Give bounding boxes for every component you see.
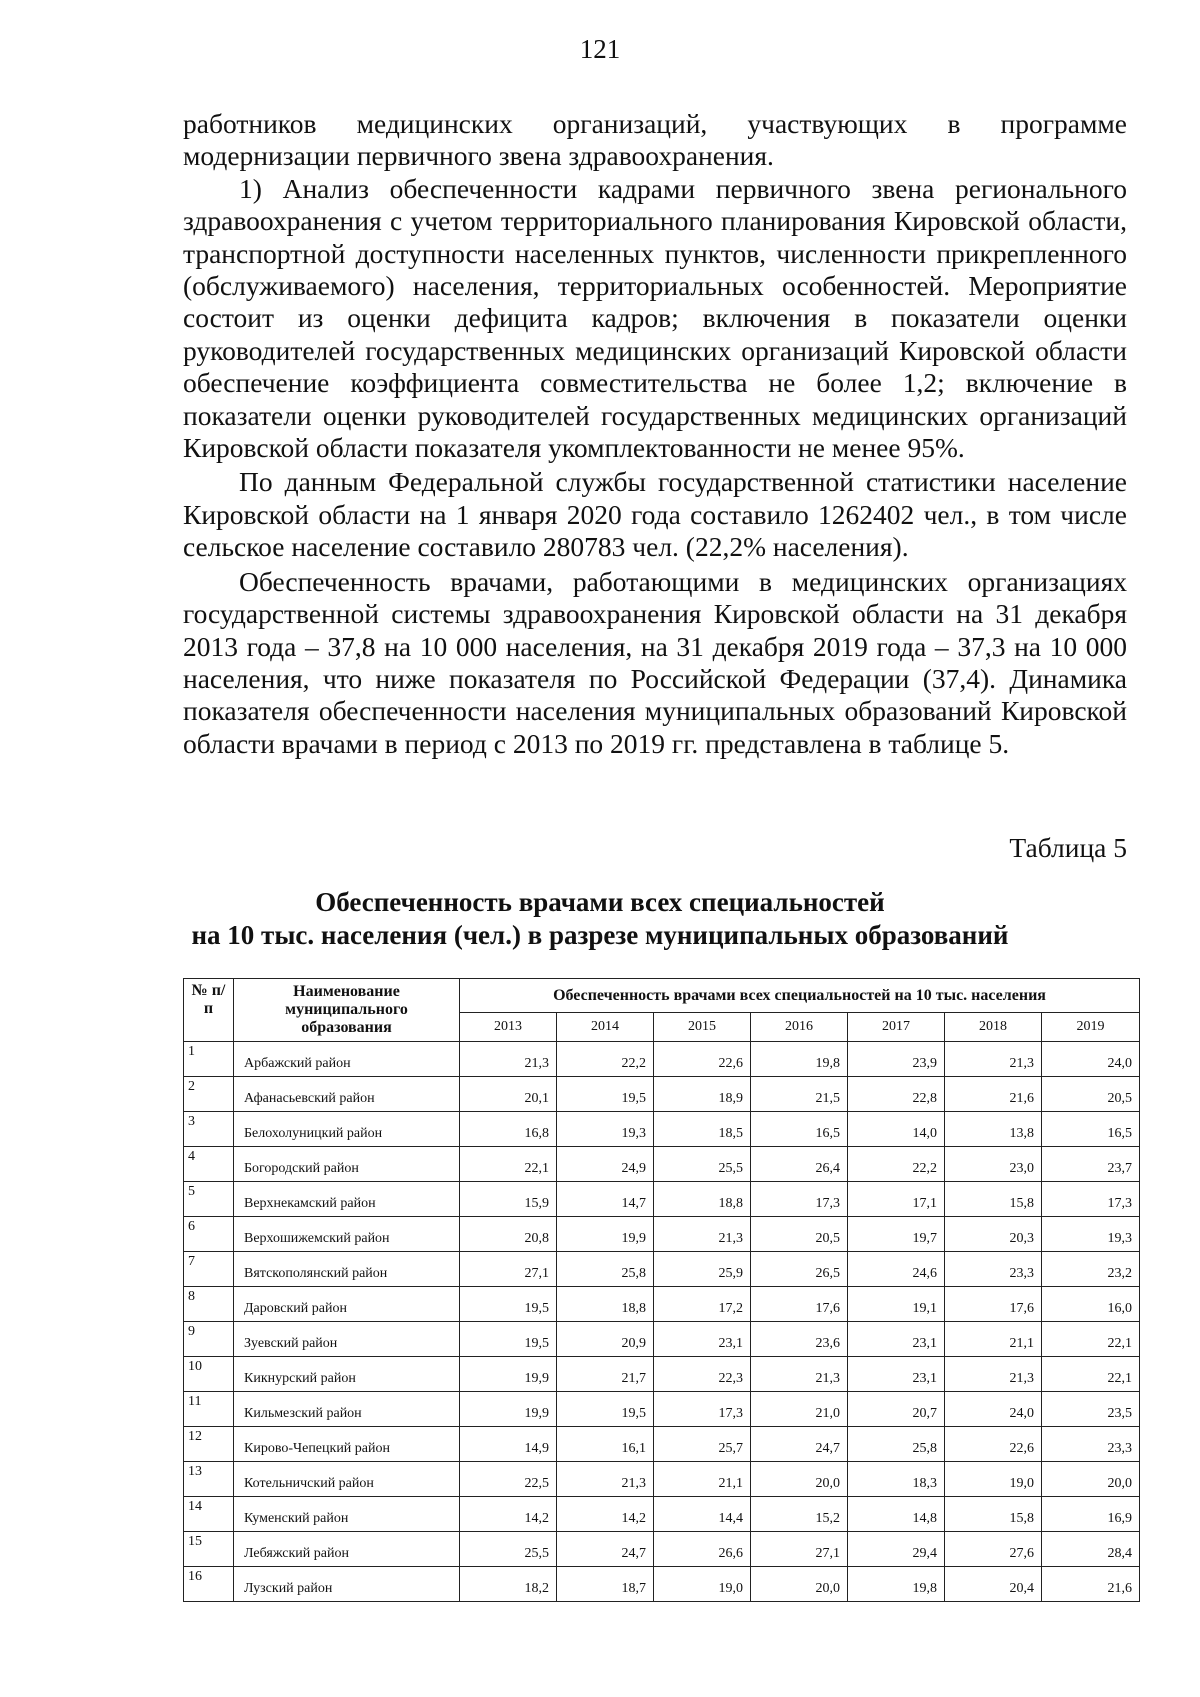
row-number: 15	[184, 1532, 234, 1567]
value-cell: 14,2	[460, 1497, 557, 1532]
value-cell: 19,5	[557, 1392, 654, 1427]
value-cell: 16,0	[1042, 1287, 1140, 1322]
row-number: 5	[184, 1182, 234, 1217]
value-cell: 15,8	[945, 1497, 1042, 1532]
value-cell: 20,1	[460, 1077, 557, 1112]
value-cell: 20,3	[945, 1217, 1042, 1252]
table-row	[184, 1042, 1140, 1077]
row-number: 6	[184, 1217, 234, 1252]
value-cell: 19,5	[460, 1287, 557, 1322]
value-cell: 20,5	[1042, 1077, 1140, 1112]
value-cell: 25,8	[557, 1252, 654, 1287]
municipality-name: Кикнурский район	[234, 1357, 460, 1392]
value-cell: 22,8	[848, 1077, 945, 1112]
value-cell: 19,5	[557, 1077, 654, 1112]
value-cell: 20,7	[848, 1392, 945, 1427]
value-cell: 19,7	[848, 1217, 945, 1252]
row-number: 11	[184, 1392, 234, 1427]
header-year: 2013	[460, 1013, 557, 1042]
value-cell: 22,6	[654, 1042, 751, 1077]
value-cell: 14,8	[848, 1497, 945, 1532]
data-table	[183, 978, 1140, 1602]
value-cell: 24,7	[751, 1427, 848, 1462]
value-cell: 23,9	[848, 1042, 945, 1077]
value-cell: 19,9	[460, 1357, 557, 1392]
value-cell: 16,5	[751, 1112, 848, 1147]
value-cell: 22,6	[945, 1427, 1042, 1462]
municipality-name: Богородский район	[234, 1147, 460, 1182]
header-year: 2015	[654, 1013, 751, 1042]
value-cell: 14,4	[654, 1497, 751, 1532]
value-cell: 25,9	[654, 1252, 751, 1287]
table-title	[0, 886, 1200, 952]
value-cell: 21,3	[945, 1042, 1042, 1077]
table-row	[184, 1322, 1140, 1357]
value-cell: 20,8	[460, 1217, 557, 1252]
value-cell: 17,6	[751, 1287, 848, 1322]
value-cell: 19,8	[848, 1567, 945, 1602]
value-cell: 27,6	[945, 1532, 1042, 1567]
municipality-name: Лебяжский район	[234, 1532, 460, 1567]
table-row	[184, 1392, 1140, 1427]
paragraph-4: Обеспеченность врачами, работающими в медицинских организациях государственной системы здравоохранения Кировской области на 31 декабря 2013 года – 37,8 на 10 000 населения, на 31 декабря 2019 года – 37,3 на 10 000 населения, что ниже показателя по Российской Федерации (37,4). Динамика показателя обеспеченности населения муниципальных образований Кировской области врачами в период с 2013 по 2019 гг. представлена в таблице 5.	[183, 565, 1127, 759]
value-cell: 18,9	[654, 1077, 751, 1112]
value-cell: 25,5	[654, 1147, 751, 1182]
value-cell: 23,1	[654, 1322, 751, 1357]
value-cell: 21,6	[1042, 1567, 1140, 1602]
table-row	[184, 1287, 1140, 1322]
value-cell: 14,2	[557, 1497, 654, 1532]
value-cell: 17,3	[1042, 1182, 1140, 1217]
table-row	[184, 1357, 1140, 1392]
row-number: 9	[184, 1322, 234, 1357]
municipality-name: Арбажский район	[234, 1042, 460, 1077]
table-row	[184, 1217, 1140, 1252]
value-cell: 15,9	[460, 1182, 557, 1217]
value-cell: 24,9	[557, 1147, 654, 1182]
value-cell: 21,1	[654, 1462, 751, 1497]
value-cell: 16,8	[460, 1112, 557, 1147]
value-cell: 23,5	[1042, 1392, 1140, 1427]
value-cell: 24,0	[945, 1392, 1042, 1427]
row-number: 4	[184, 1147, 234, 1182]
value-cell: 15,8	[945, 1182, 1042, 1217]
value-cell: 14,9	[460, 1427, 557, 1462]
header-year: 2017	[848, 1013, 945, 1042]
page-number: 121	[579, 34, 621, 64]
value-cell: 18,7	[557, 1567, 654, 1602]
value-cell: 21,3	[557, 1462, 654, 1497]
table-row	[184, 1252, 1140, 1287]
value-cell: 22,2	[557, 1042, 654, 1077]
value-cell: 24,0	[1042, 1042, 1140, 1077]
data-table-container	[183, 978, 1139, 1602]
value-cell: 14,0	[848, 1112, 945, 1147]
header-year: 2018	[945, 1013, 1042, 1042]
municipality-name: Кирово-Чепецкий район	[234, 1427, 460, 1462]
value-cell: 27,1	[460, 1252, 557, 1287]
value-cell: 18,5	[654, 1112, 751, 1147]
table-row	[184, 1112, 1140, 1147]
value-cell: 23,0	[945, 1147, 1042, 1182]
value-cell: 27,1	[751, 1532, 848, 1567]
value-cell: 20,0	[751, 1567, 848, 1602]
table-body	[184, 1042, 1140, 1602]
value-cell: 21,1	[945, 1322, 1042, 1357]
value-cell: 25,8	[848, 1427, 945, 1462]
row-number: 3	[184, 1112, 234, 1147]
row-number: 1	[184, 1042, 234, 1077]
table-title-line-1: Обеспеченность врачами всех специальностей	[315, 887, 885, 917]
value-cell: 22,1	[1042, 1322, 1140, 1357]
value-cell: 21,3	[751, 1357, 848, 1392]
municipality-name: Верхнекамский район	[234, 1182, 460, 1217]
municipality-name: Афанасьевский район	[234, 1077, 460, 1112]
value-cell: 21,3	[654, 1217, 751, 1252]
row-number: 10	[184, 1357, 234, 1392]
municipality-name: Куменский район	[234, 1497, 460, 1532]
value-cell: 22,1	[460, 1147, 557, 1182]
header-year: 2016	[751, 1013, 848, 1042]
body-text	[183, 108, 1127, 760]
value-cell: 13,8	[945, 1112, 1042, 1147]
value-cell: 16,1	[557, 1427, 654, 1462]
value-cell: 19,9	[557, 1217, 654, 1252]
municipality-name: Зуевский район	[234, 1322, 460, 1357]
row-number: 14	[184, 1497, 234, 1532]
paragraph-2: 1) Анализ обеспеченности кадрами первичного звена регионального здравоохранения с учетом территориального планирования Кировской области, транспортной доступности населенных пунктов, численности прикрепленного (обслуживаемого) населения, территориальных особенностей. Мероприятие состоит из оценки дефицита кадров; включения в показатели оценки руководителей государственных медицинских организаций Кировской области обеспечение коэффициента совместительства не более 1,2; включение в показатели оценки руководителей государственных медицинских организаций Кировской области показателя укомплектованности не менее 95%.	[183, 172, 1127, 464]
value-cell: 19,5	[460, 1322, 557, 1357]
value-cell: 26,6	[654, 1532, 751, 1567]
value-cell: 19,9	[460, 1392, 557, 1427]
value-cell: 23,6	[751, 1322, 848, 1357]
table-row	[184, 1462, 1140, 1497]
value-cell: 22,2	[848, 1147, 945, 1182]
value-cell: 16,5	[1042, 1112, 1140, 1147]
row-number: 2	[184, 1077, 234, 1112]
header-num: № п/п	[184, 979, 234, 1042]
value-cell: 28,4	[1042, 1532, 1140, 1567]
value-cell: 23,1	[848, 1322, 945, 1357]
value-cell: 23,2	[1042, 1252, 1140, 1287]
table-row	[184, 1497, 1140, 1532]
header-year: 2019	[1042, 1013, 1140, 1042]
municipality-name: Даровский район	[234, 1287, 460, 1322]
value-cell: 23,3	[945, 1252, 1042, 1287]
paragraph-1: работников медицинских организаций, участвующих в программе модернизации первичного звена здравоохранения.	[183, 108, 1127, 172]
table-header-row	[184, 979, 1140, 1013]
row-number: 16	[184, 1567, 234, 1602]
municipality-name: Котельничский район	[234, 1462, 460, 1497]
value-cell: 21,7	[557, 1357, 654, 1392]
value-cell: 21,0	[751, 1392, 848, 1427]
value-cell: 17,3	[654, 1392, 751, 1427]
value-cell: 20,9	[557, 1322, 654, 1357]
table-row	[184, 1147, 1140, 1182]
value-cell: 21,3	[460, 1042, 557, 1077]
value-cell: 19,1	[848, 1287, 945, 1322]
value-cell: 26,5	[751, 1252, 848, 1287]
value-cell: 22,5	[460, 1462, 557, 1497]
value-cell: 20,4	[945, 1567, 1042, 1602]
value-cell: 21,5	[751, 1077, 848, 1112]
table-title-line-2: на 10 тыс. населения (чел.) в разрезе муниципальных образований	[191, 920, 1009, 950]
value-cell: 18,3	[848, 1462, 945, 1497]
table-row	[184, 1427, 1140, 1462]
value-cell: 18,8	[654, 1182, 751, 1217]
value-cell: 18,2	[460, 1567, 557, 1602]
value-cell: 24,7	[557, 1532, 654, 1567]
value-cell: 21,6	[945, 1077, 1042, 1112]
value-cell: 16,9	[1042, 1497, 1140, 1532]
municipality-name: Кильмезский район	[234, 1392, 460, 1427]
municipality-name: Лузский район	[234, 1567, 460, 1602]
value-cell: 17,1	[848, 1182, 945, 1217]
table-row	[184, 1182, 1140, 1217]
value-cell: 23,3	[1042, 1427, 1140, 1462]
value-cell: 14,7	[557, 1182, 654, 1217]
value-cell: 17,2	[654, 1287, 751, 1322]
value-cell: 21,3	[945, 1357, 1042, 1392]
value-cell: 22,3	[654, 1357, 751, 1392]
value-cell: 20,5	[751, 1217, 848, 1252]
municipality-name: Вятскополянский район	[234, 1252, 460, 1287]
value-cell: 15,2	[751, 1497, 848, 1532]
value-cell: 17,3	[751, 1182, 848, 1217]
value-cell: 19,0	[654, 1567, 751, 1602]
value-cell: 26,4	[751, 1147, 848, 1182]
value-cell: 19,3	[557, 1112, 654, 1147]
table-row	[184, 1532, 1140, 1567]
table-row	[184, 1077, 1140, 1112]
value-cell: 20,0	[1042, 1462, 1140, 1497]
value-cell: 23,1	[848, 1357, 945, 1392]
municipality-name: Верхошижемский район	[234, 1217, 460, 1252]
value-cell: 19,3	[1042, 1217, 1140, 1252]
value-cell: 24,6	[848, 1252, 945, 1287]
row-number: 12	[184, 1427, 234, 1462]
value-cell: 25,7	[654, 1427, 751, 1462]
header-group: Обеспеченность врачами всех специальностей на 10 тыс. населения	[460, 979, 1140, 1013]
value-cell: 25,5	[460, 1532, 557, 1567]
value-cell: 22,1	[1042, 1357, 1140, 1392]
row-number: 7	[184, 1252, 234, 1287]
value-cell: 17,6	[945, 1287, 1042, 1322]
header-year: 2014	[557, 1013, 654, 1042]
value-cell: 19,0	[945, 1462, 1042, 1497]
value-cell: 19,8	[751, 1042, 848, 1077]
table-label: Таблица 5	[1009, 832, 1127, 863]
row-number: 8	[184, 1287, 234, 1322]
paragraph-3: По данным Федеральной службы государственной статистики население Кировской области на 1 января 2020 года составило 1262402 чел., в том числе сельское население составило 280783 чел. (22,2% населения).	[183, 466, 1127, 563]
value-cell: 18,8	[557, 1287, 654, 1322]
row-number: 13	[184, 1462, 234, 1497]
value-cell: 20,0	[751, 1462, 848, 1497]
value-cell: 29,4	[848, 1532, 945, 1567]
value-cell: 23,7	[1042, 1147, 1140, 1182]
header-name: Наименование муниципального образования	[234, 979, 460, 1042]
municipality-name: Белохолуницкий район	[234, 1112, 460, 1147]
table-row	[184, 1567, 1140, 1602]
